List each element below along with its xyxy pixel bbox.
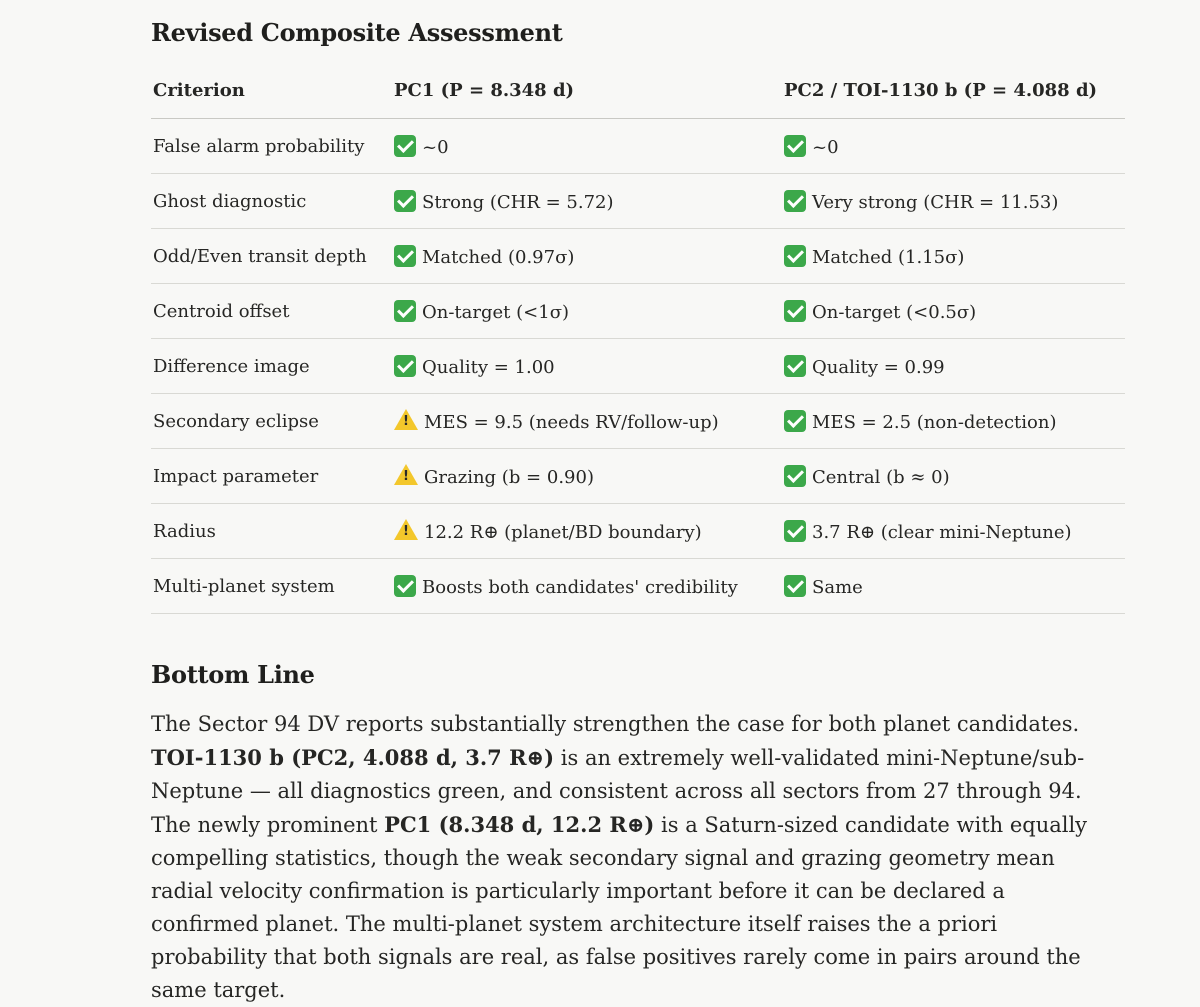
- pc2-cell: [782, 174, 1125, 229]
- pc2-value: ~0: [812, 136, 839, 158]
- pc1-value: Boosts both candidates' credibility: [422, 576, 738, 598]
- pc2-cell: [782, 119, 1125, 174]
- pc1-cell: [392, 559, 782, 614]
- pc2-cell: [782, 559, 1125, 614]
- check-mark-icon: [394, 135, 416, 157]
- header-criterion: Criterion: [151, 63, 392, 119]
- check-mark-icon: [784, 465, 806, 487]
- pc2-cell: [782, 229, 1125, 284]
- pc2-cell: [782, 394, 1125, 449]
- table-row: [151, 449, 1125, 504]
- pc1-cell: [392, 449, 782, 504]
- criterion-cell: Impact parameter: [151, 449, 392, 504]
- criterion-cell: Radius: [151, 504, 392, 559]
- pc1-cell: [392, 339, 782, 394]
- table-row: [151, 119, 1125, 174]
- criterion-cell: Difference image: [151, 339, 392, 394]
- table-row: [151, 339, 1125, 394]
- check-mark-icon: [784, 245, 806, 267]
- check-mark-icon: [784, 190, 806, 212]
- bold-phrase: TOI-1130 b (PC2, 4.088 d, 3.7 R⊕): [151, 745, 555, 770]
- pc1-cell: [392, 504, 782, 559]
- pc2-value: Central (b ≈ 0): [812, 466, 950, 488]
- check-mark-icon: [394, 300, 416, 322]
- pc1-value: Strong (CHR = 5.72): [422, 191, 614, 213]
- pc1-cell: [392, 174, 782, 229]
- pc2-cell: [782, 339, 1125, 394]
- table-row: [151, 229, 1125, 284]
- header-pc1: PC1 (P = 8.348 d): [392, 63, 782, 119]
- pc2-value: Very strong (CHR = 11.53): [812, 191, 1059, 213]
- check-mark-icon: [784, 575, 806, 597]
- pc1-value: ~0: [422, 136, 449, 158]
- pc1-cell: [392, 284, 782, 339]
- check-mark-icon: [394, 245, 416, 267]
- check-mark-icon: [784, 300, 806, 322]
- pc1-cell: [392, 394, 782, 449]
- check-mark-icon: [394, 575, 416, 597]
- table-row: [151, 559, 1125, 614]
- table-row: [151, 174, 1125, 229]
- warning-icon: [394, 464, 418, 485]
- pc1-value: Quality = 1.00: [422, 356, 555, 378]
- criterion-cell: Secondary eclipse: [151, 394, 392, 449]
- text-segment: The Sector 94 DV reports substantially strengthen the case for both planet candidates.: [151, 712, 1080, 736]
- pc1-value: Matched (0.97σ): [422, 246, 575, 268]
- warning-icon: [394, 519, 418, 540]
- warning-icon: [394, 409, 418, 430]
- bottom-line-paragraph: [151, 708, 1091, 1007]
- bottom-line-title: Bottom Line: [151, 660, 315, 689]
- check-mark-icon: [394, 190, 416, 212]
- table-header-row: [151, 63, 1125, 119]
- criterion-cell: False alarm probability: [151, 119, 392, 174]
- text-segment: is an extremely well-validated mini-Neptune/sub-Neptune — all diagnostics green, and consistent across all sectors from 27 through 94. The newly prominent: [151, 746, 1085, 837]
- pc2-value: On-target (<0.5σ): [812, 301, 977, 323]
- pc2-cell: [782, 284, 1125, 339]
- pc1-cell: [392, 119, 782, 174]
- criterion-cell: Ghost diagnostic: [151, 174, 392, 229]
- check-mark-icon: [784, 135, 806, 157]
- text-segment: is a Saturn-sized candidate with equally compelling statistics, though the weak secondary signal and grazing geometry mean radial velocity confirmation is particularly important before it can be declared a confirmed planet. The multi-planet system architecture itself raises the a priori probability that both signals are real, as false positives rarely come in pairs around the same target.: [151, 813, 1088, 1002]
- criterion-cell: Multi-planet system: [151, 559, 392, 614]
- pc2-value: Matched (1.15σ): [812, 246, 965, 268]
- pc1-value: 12.2 R⊕ (planet/BD boundary): [424, 522, 702, 543]
- assessment-title: Revised Composite Assessment: [151, 18, 563, 47]
- check-mark-icon: [784, 520, 806, 542]
- header-pc2: PC2 / TOI-1130 b (P = 4.088 d): [782, 63, 1125, 119]
- table-row: [151, 504, 1125, 559]
- pc2-cell: [782, 449, 1125, 504]
- criterion-cell: Odd/Even transit depth: [151, 229, 392, 284]
- table-row: [151, 284, 1125, 339]
- pc2-value: 3.7 R⊕ (clear mini-Neptune): [812, 521, 1072, 543]
- pc1-cell: [392, 229, 782, 284]
- assessment-table: [151, 63, 1125, 614]
- pc1-value: MES = 9.5 (needs RV/follow-up): [424, 412, 719, 433]
- pc1-value: Grazing (b = 0.90): [424, 467, 594, 488]
- table-body: [151, 119, 1125, 614]
- pc2-value: Quality = 0.99: [812, 356, 945, 378]
- pc2-value: MES = 2.5 (non-detection): [812, 411, 1057, 433]
- check-mark-icon: [784, 355, 806, 377]
- table-row: [151, 394, 1125, 449]
- pc2-value: Same: [812, 576, 863, 598]
- pc1-value: On-target (<1σ): [422, 301, 569, 323]
- bold-phrase: PC1 (8.348 d, 12.2 R⊕): [384, 812, 655, 837]
- check-mark-icon: [394, 355, 416, 377]
- check-mark-icon: [784, 410, 806, 432]
- criterion-cell: Centroid offset: [151, 284, 392, 339]
- pc2-cell: [782, 504, 1125, 559]
